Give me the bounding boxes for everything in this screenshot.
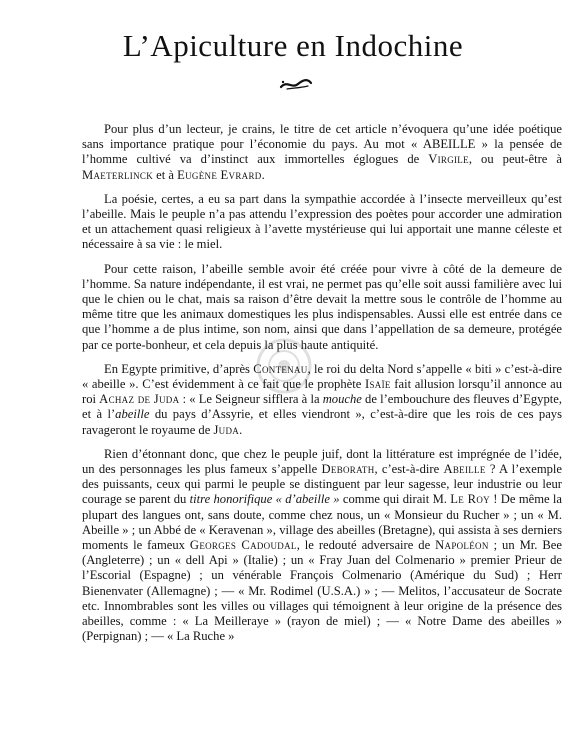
name-achaz: Achaz de Juda [99, 392, 180, 407]
paragraph-4-text-d: : « Le Seigneur sifflera à la [179, 392, 323, 407]
italic-abeille: abeille [115, 407, 150, 422]
paragraph-4 [82, 362, 562, 438]
paragraph-4-text-c: fait allusion lorsqu’il annonce au roi [82, 377, 563, 407]
author-name-evrard: Eugène Evrard [177, 167, 262, 182]
paragraph-5-text-d: comme qui dirait M. [339, 492, 451, 507]
paragraph-5 [82, 447, 562, 645]
name-le-roy: Le Roy [450, 492, 490, 507]
paragraph-2: La poésie, certes, a eu sa part dans la sympathie accordée à l’insecte merveilleux qu’est l’abeille. Mais le peuple n’a pas attendu l’expression des poètes pour accorder une admiration et un attachement quasi religieux à l’avette mystérieuse qui lui apportait une manne céleste et nécessaire à sa vie : le miel. [82, 191, 562, 252]
name-deborath: Deborath [321, 462, 375, 477]
paragraph-5-text-a: Rien d’étonnant donc, que chez le peuple juif, dont la littérature est imprégnée de l’idée, un des personnages les plus fameux s’appelle [82, 446, 562, 477]
paragraph-5-text-g: ; un Mr. Bee (Angleterre) ; un « dell Api » (Italie) ; un « Fray Juan del Colmenario » premier Prieur de l’Escorial (Espagne) ; un vénérable François Colmenario (Amérique du Sud) ; Herr Bienenvater (Allemagne) ; — « Mr. Rodimel (U.S.A.) » ; — Melitos, l’accusateur de Socrate etc. Innombrables sont les villes ou villages qui témoignent à leur origine de la présence des abeilles, comme : « La Meilleraye » (rayon de miel) ; — « Notre Dame des abeilles » (Perpignan) ; — « La Ruche » [82, 538, 562, 644]
paragraph-5-text-e: ! De même la plupart des langues ont, sans doute, comme chez nous, un « Monsieur du Rucher » ; un « M. Abeille » ; un Abbé de « Keravenan », village des abeilles (Bretagne), qui assista à ses derniers moments le fameux [82, 492, 562, 553]
name-abeille: Abeille [443, 462, 486, 477]
paragraph-5-text-b: , c’est-à-dire [374, 462, 444, 477]
italic-mouche: mouche [322, 392, 362, 407]
paragraph-1-text-c: et à [153, 167, 178, 182]
paragraph-4-text-b: , le roi du delta Nord s’appelle « biti » c’est-à-dire « abeille ». C’est évidemment à ce fait que le prophète [82, 361, 562, 392]
name-isaie: Isaïe [364, 377, 391, 392]
name-napoleon: Napoléon [435, 538, 489, 553]
name-cadoudal: Georges Cadoudal [189, 538, 297, 553]
paragraph-1 [82, 122, 562, 183]
paragraph-4-text-e: de l’embouchure des fleuves d’Egypte, et à l’ [82, 392, 562, 422]
paragraph-1-text-d: . [261, 167, 265, 182]
italic-titre-honorifique: titre honorifique « d’abeille » [189, 492, 340, 507]
article-title: L’Apiculture en Indochine [122, 28, 464, 63]
author-name-contenau: Contenau [253, 361, 308, 376]
paragraph-4-text-a: En Egypte primitive, d’après [104, 361, 254, 376]
paragraph-4-text-f: du pays d’Assyrie, et elles viendront », c’est-à-dire que les rois de ces pays ravageront le royaume de [82, 407, 562, 437]
paragraph-1-text-b: , ou peut-être à [468, 152, 562, 167]
flourish-ornament-icon [278, 76, 314, 92]
paragraph-1-text-a: Pour plus d’un lecteur, je crains, le titre de cet article n’évoquera qu’une idée poétique sans importance pratique pour l’économie du pays. Au mot « ABEILLE » la pensée de l’homme cultivé va d’instinct aux immortelles églogues de [82, 122, 562, 167]
article-body [82, 122, 562, 654]
author-name-maeterlinck: Maeterlinck [82, 167, 153, 182]
name-juda: Juda [213, 422, 240, 437]
paragraph-5-text-f: , le redouté adversaire de [296, 538, 436, 553]
paragraph-5-text-c: ? A l’exemple des puissants, ceux qui parmi le peuple se distinguent par leur sagesse, leur industrie ou leur courage se parent du [82, 462, 562, 507]
paragraph-3: Pour cette raison, l’abeille semble avoir été créée pour vivre à côté de la demeure de l’homme. Sa nature indépendante, il est vrai, ne permet pas qu’elle soit aussi familière avec lui que le chien ou le chat, mais sa raison d’être devait la mettre sous le contrôle de l’homme au même titre que les animaux domestiques les plus indispensables. Aussi elle est entrée dans ce que l’homme a de plus intime, son nom, ainsi que dans l’appellation de sa demeure, protégée par ce porte-bonheur, et cela depuis la plus haute antiquité. [82, 261, 562, 352]
paragraph-4-text-g: . [239, 422, 243, 437]
author-name-virgile: Virgile [428, 152, 469, 167]
